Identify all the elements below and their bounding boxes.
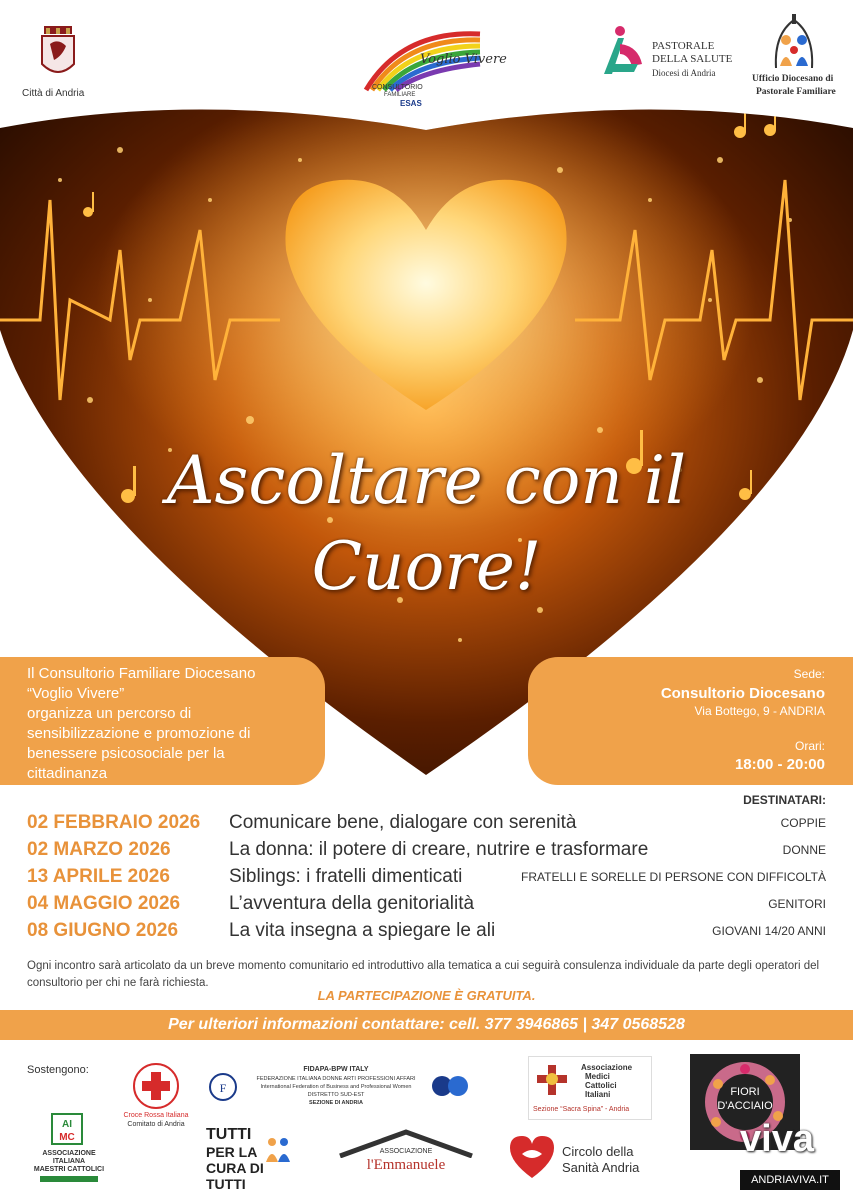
schedule-topic: Siblings: i fratelli dimenticati: [229, 866, 463, 887]
circolo-line2: Sanità Andria: [562, 1160, 640, 1175]
consultorio-script: Voglio Vivere: [420, 52, 507, 67]
tutti-line4: TUTTI: [206, 1176, 246, 1192]
emmanuele-line2: l'Emmanuele: [366, 1157, 446, 1173]
tutti-line1: TUTTI: [206, 1126, 252, 1143]
orari-label: Orari:: [795, 739, 825, 753]
viva-url: ANDRIAVIVA.IT: [740, 1170, 840, 1190]
fidapa-line2: FEDERAZIONE ITALIANA DONNE ARTI PROFESSIONI AFFARI: [256, 1076, 416, 1082]
schedule-row: [0, 812, 853, 839]
fiori-line2: D'ACCIAIO: [717, 1100, 773, 1112]
pastorale-line1: PASTORALE: [652, 40, 715, 52]
organizer-line3: organizza un percorso di: [27, 705, 192, 722]
city-label: Città di Andria: [22, 88, 85, 99]
schedule-row: [0, 893, 853, 920]
schedule-date: 04 MAGGIO 2026: [27, 893, 181, 914]
schedule-audience: DONNE: [782, 843, 826, 857]
amci-line4: Italiani: [585, 1090, 611, 1099]
free-participation: LA PARTECIPAZIONE È GRATUITA.: [317, 988, 536, 1003]
sponsors-label: Sostengono:: [27, 1064, 89, 1076]
fidapa-line3: International Federation of Business and Professional Women: [260, 1084, 412, 1090]
consultorio-line2: FAMILIARE: [384, 92, 416, 98]
schedule-row: [0, 839, 853, 866]
note-text: Ogni incontro sarà articolato da un breve momento comunitario ed introduttivo alla tematica a cui seguirà consulenza individuale da parte degli operatori del consultorio per chi ne farà richiesta.: [27, 960, 820, 989]
schedule-topic: L’avventura della genitorialità: [229, 893, 475, 914]
aimc-line1: ASSOCIAZIONE: [42, 1150, 96, 1157]
title-line2: Cuore!: [311, 528, 542, 605]
schedule-row: [0, 920, 853, 947]
organizer-line4: sensibilizzazione e promozione di: [27, 725, 251, 742]
svg-text:MC: MC: [59, 1132, 75, 1143]
amci-logo: [528, 1056, 652, 1120]
schedule-audience: COPPIE: [780, 816, 826, 830]
destinatari-header: DESTINATARI:: [743, 793, 826, 807]
viva-logo: viva: [740, 1118, 814, 1160]
schedule-topic: La donna: il potere di creare, nutrire e trasformare: [229, 839, 649, 860]
organizer-line6: cittadinanza: [27, 765, 108, 782]
amci-cross-icon: [535, 1063, 569, 1097]
fiori-line1: FIORI: [730, 1086, 760, 1098]
sede-address: Via Bottego, 9 - ANDRIA: [694, 704, 825, 718]
amci-line1: Associazione: [581, 1063, 633, 1072]
amci-line5: Sezione “Sacra Spina” - Andria: [533, 1106, 630, 1113]
aimc-line3: MAESTRI CATTOLICI: [33, 1166, 105, 1173]
people-icon: [264, 1136, 292, 1164]
tutti-line3: CURA DI: [206, 1160, 264, 1176]
amci-line2: Medici: [585, 1072, 610, 1081]
title-line1: Ascoltare con il: [166, 442, 687, 519]
schedule-row: [0, 866, 853, 893]
venue-box: [528, 657, 853, 785]
tutti-line2: PER LA: [206, 1144, 258, 1160]
circolo-line1: Circolo della: [562, 1144, 634, 1159]
croce-line1: Croce Rossa Italiana: [123, 1112, 189, 1119]
schedule-date: 13 APRILE 2026: [27, 866, 170, 887]
ufficio-line1: Ufficio Diocesano di: [752, 74, 834, 84]
globe-icon: [430, 1074, 470, 1098]
fidapa-icon: [208, 1072, 238, 1102]
fidapa-line4: DISTRETTO SUD-EST: [307, 1092, 365, 1098]
organizer-line2: “Voglio Vivere”: [27, 685, 125, 702]
aimc-icon: [50, 1112, 84, 1146]
organizer-box: [0, 657, 325, 785]
sede-name: Consultorio Diocesano: [660, 685, 825, 702]
ufficio-line2: Pastorale Familiare: [756, 87, 836, 97]
fidapa-line1: FIDAPA-BPW ITALY: [303, 1066, 369, 1073]
svg-text:F: F: [219, 1081, 227, 1095]
schedule-audience: GENITORI: [768, 897, 826, 911]
schedule-topic: Comunicare bene, dialogare con serenità: [229, 812, 577, 833]
amci-line3: Cattolici: [585, 1081, 617, 1090]
consultorio-line3: ESAS: [400, 99, 422, 108]
schedule-date: 02 MARZO 2026: [27, 839, 171, 860]
schedule-audience: FRATELLI E SORELLE DI PERSONE CON DIFFICOLTÀ: [521, 870, 826, 884]
fidapa-line5: SEZIONE DI ANDRIA: [309, 1100, 363, 1106]
schedule-audience: GIOVANI 14/20 ANNI: [712, 924, 826, 938]
orari-value: 18:00 - 20:00: [734, 756, 825, 773]
contact-text: Per ulteriori informazioni contattare: cell. 377 3946865 | 347 0568528: [168, 1016, 685, 1033]
consultorio-line1: CONSULTORIO: [372, 84, 423, 91]
pastorale-line3: Diocesi di Andria: [652, 68, 716, 78]
croce-line2: Comitato di Andria: [127, 1121, 185, 1128]
red-cross-icon: [132, 1062, 180, 1110]
organizer-line1: Il Consultorio Familiare Diocesano: [27, 665, 256, 682]
emmanuele-line1: ASSOCIAZIONE: [379, 1148, 433, 1155]
pastorale-line2: DELLA SALUTE: [652, 53, 733, 65]
contact-bar: [0, 1010, 853, 1040]
circolo-icon: [506, 1132, 558, 1180]
schedule-topic: La vita insegna a spiegare le ali: [229, 920, 496, 941]
svg-text:AI: AI: [62, 1119, 72, 1130]
schedule-date: 08 GIUGNO 2026: [27, 920, 179, 941]
aimc-stripe: [40, 1176, 98, 1182]
organizer-line5: benessere psicosociale per la: [27, 745, 225, 762]
sede-label: Sede:: [793, 667, 825, 681]
aimc-line2: ITALIANA: [52, 1158, 86, 1165]
schedule-date: 02 FEBBRAIO 2026: [27, 812, 201, 833]
